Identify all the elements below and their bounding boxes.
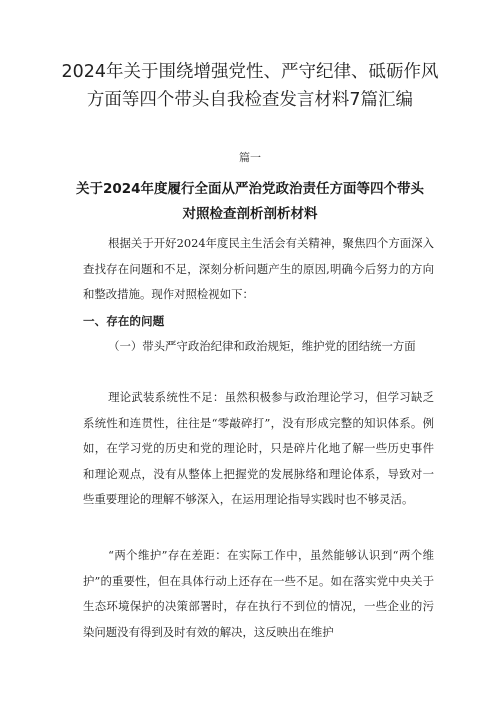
intro-paragraph: 根据关于开好2024年度民主生活会有关精神，聚焦四个方面深入查找存在问题和不足，深刻分析问题产生的原因,明确今后努力的方向和整改措施。现作对照检视如下：: [83, 236, 434, 301]
document-title: 2024年关于围绕增强党性、严守纪律、砥砺作风方面等四个带头自我检查发言材料7篇汇编: [61, 62, 439, 110]
paragraph-theory-study: 理论武装系统性不足：虽然积极参与政治理论学习，但学习缺乏系统性和连贯性，往往是“零敲碎打”，没有形成完整的知识体系。例如，在学习党的历史和党的理论时，只是碎片化地了解一些历史事件和理论观点，没有从整体上把握党的发展脉络和理论体系，导致对一些重要理论的理解不够深入，在运用理论指导实践时也不够灵活。: [83, 390, 434, 506]
heading-existing-problems: 一、存在的问题: [83, 314, 165, 328]
sub-heading-political-discipline: （一）带头严守政治纪律和政治规矩，维护党的团结统一方面: [108, 339, 416, 353]
section-subtitle: 关于2024年度履行全面从严治党政治责任方面等四个带头对照检查剖析剖析材料: [75, 181, 425, 222]
section-label: 篇一: [239, 151, 261, 164]
paragraph-two-safeguards: “两个维护”存在差距：在实际工作中，虽然能够认识到“两个维护”的重要性，但在具体行动上还存在一些不足。如在落实党中央关于生态环境保护的决策部署时，存在执行不到位的情况，一些企业的污染问题没有得到及时有效的解决，这反映出在维护: [83, 548, 434, 639]
